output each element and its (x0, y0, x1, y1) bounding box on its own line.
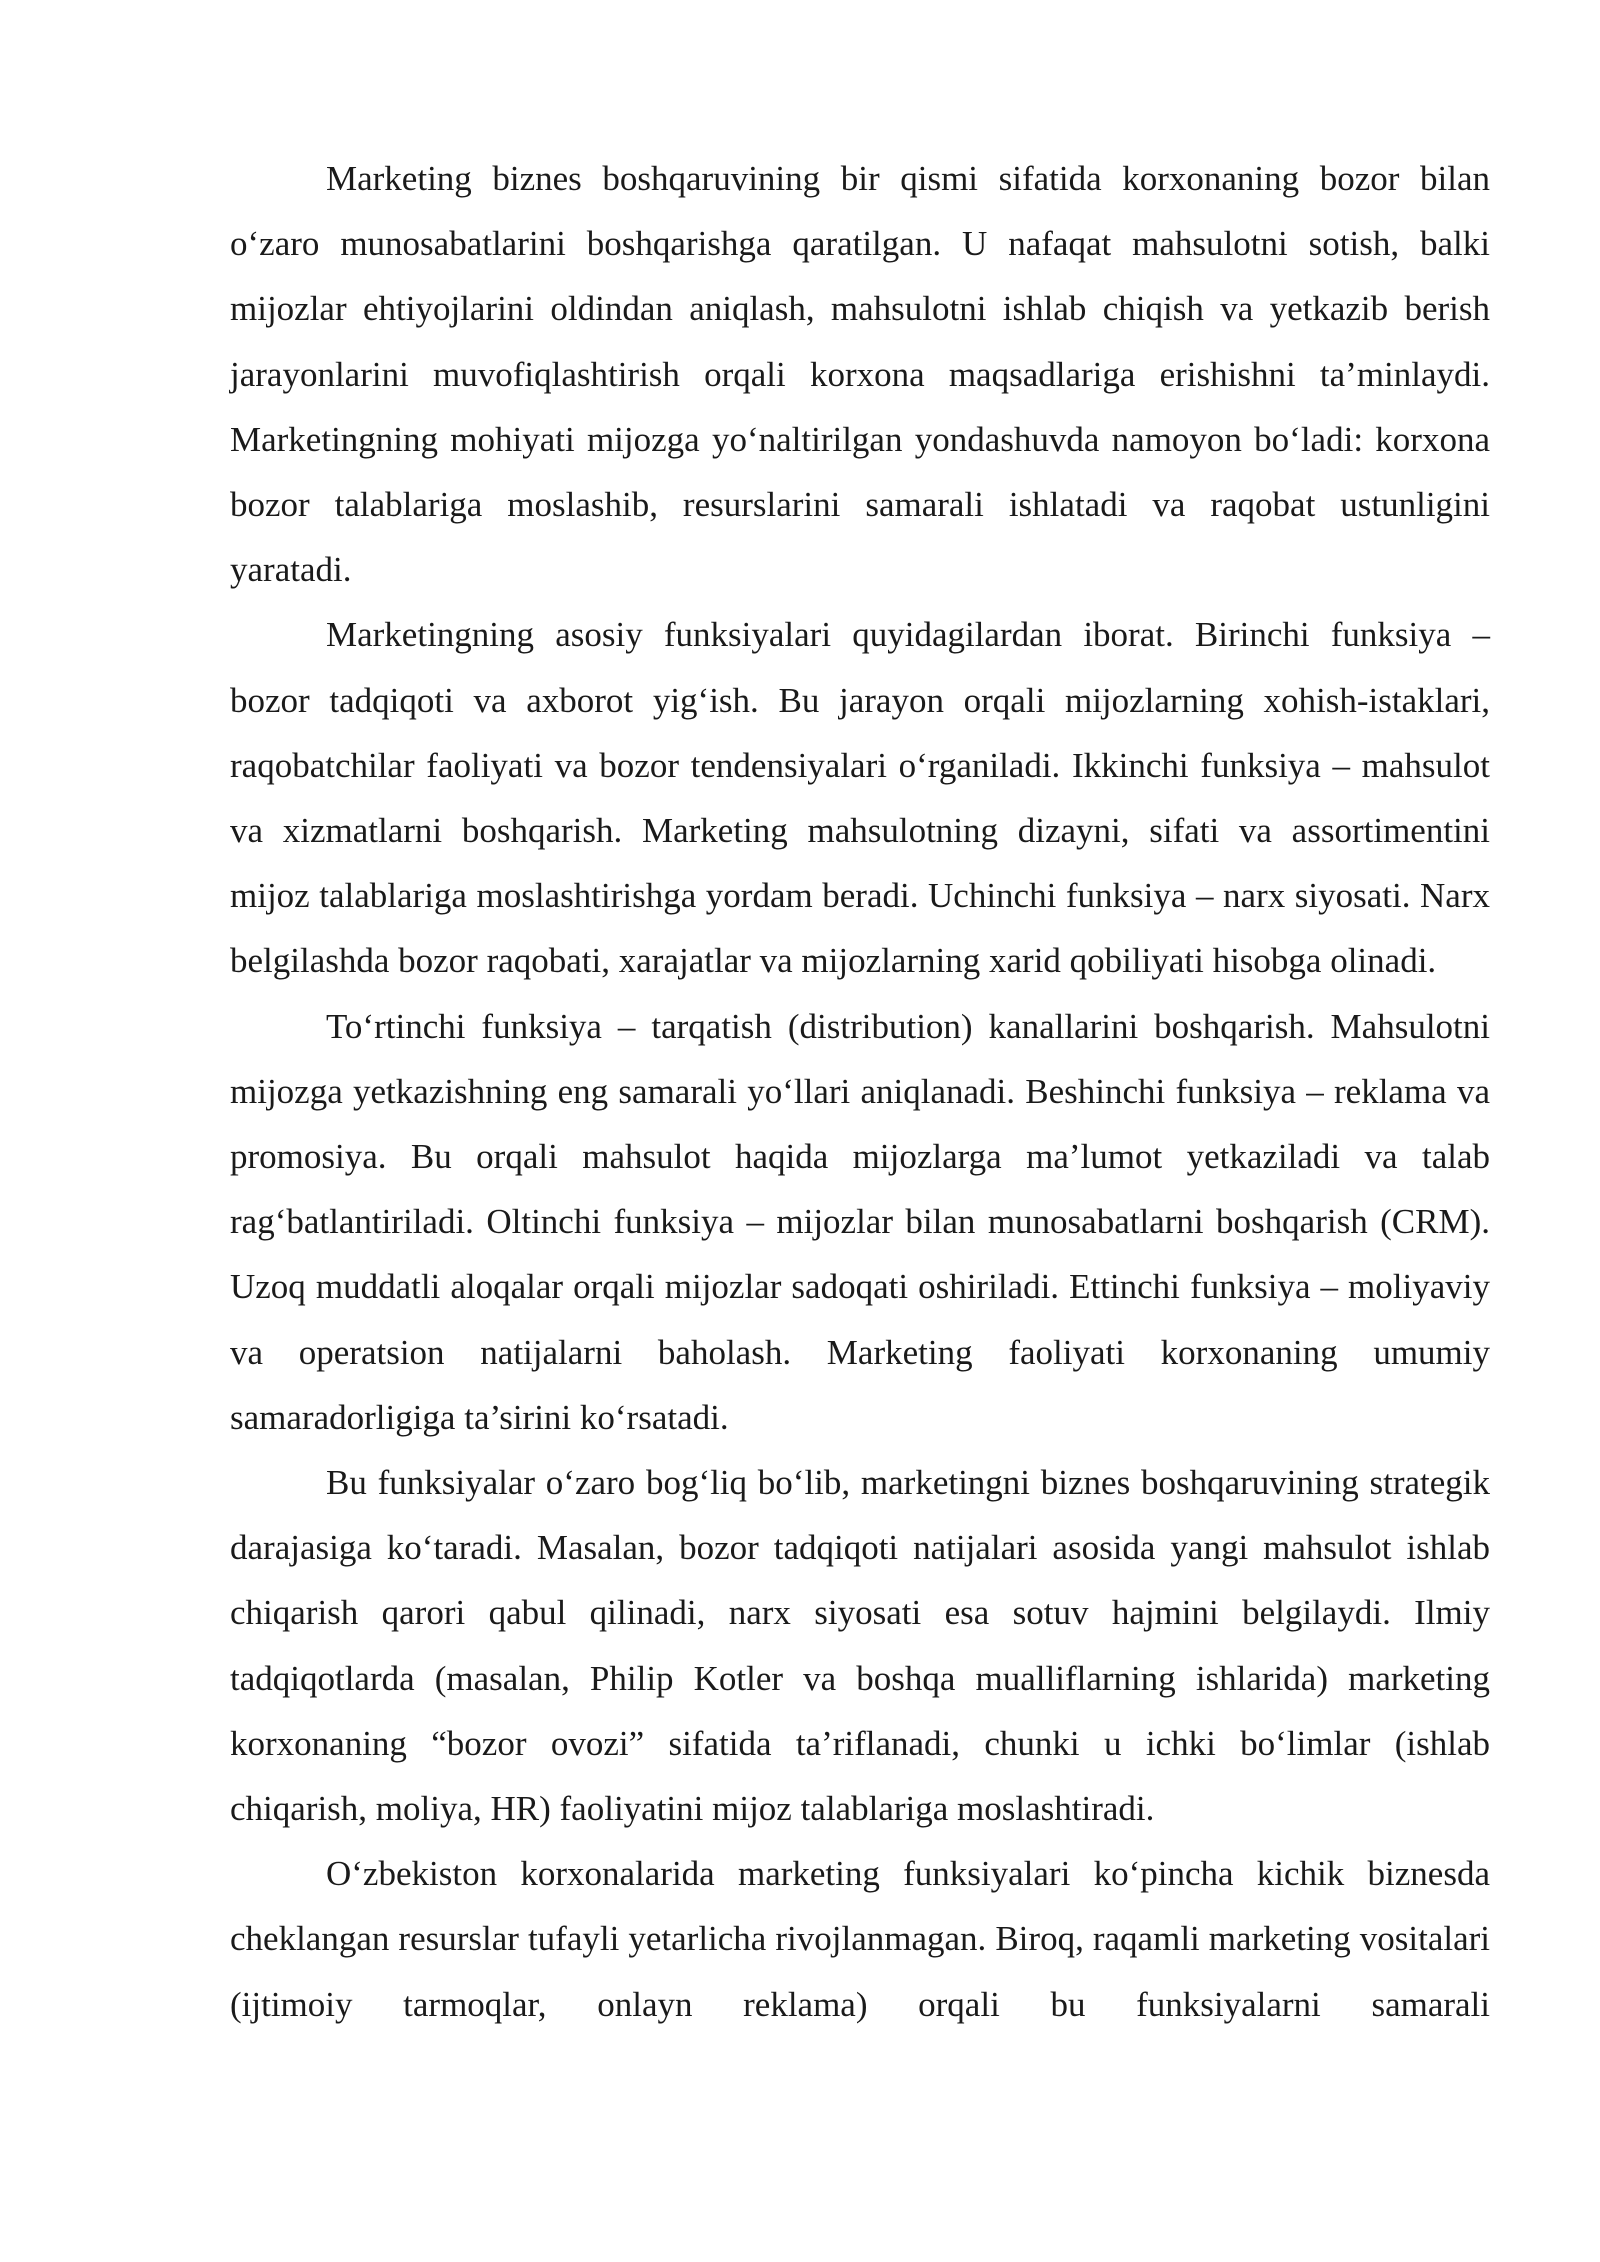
document-body (230, 146, 1490, 2037)
paragraph-4: Bu funksiyalar o‘zaro bog‘liq bo‘lib, marketingni biznes boshqaruvining strategik darajasiga ko‘taradi. Masalan, bozor tadqiqoti natijalari asosida yangi mahsulot ishlab chiqarish qarori qabul qilinadi, narx siyosati esa sotuv hajmini belgilaydi. Ilmiy tadqiqotlarda (masalan, Philip Kotler va boshqa mualliflarning ishlarida) marketing korxonaning “bozor ovozi” sifatida ta’riflanadi, chunki u ichki bo‘limlar (ishlab chiqarish, moliya, HR) faoliyatini mijoz talablariga moslashtiradi. (230, 1463, 1490, 1829)
paragraph-1: Marketing biznes boshqaruvining bir qismi sifatida korxonaning bozor bilan o‘zaro munosabatlarini boshqarishga qaratilgan. U nafaqat mahsulotni sotish, balki mijozlar ehtiyojlarini oldindan aniqlash, mahsulotni ishlab chiqish va yetkazib berish jarayonlarini muvofiqlashtirish orqali korxona maqsadlariga erishishni ta’minlaydi. Marketingning mohiyati mijozga yo‘naltirilgan yondashuvda namoyon bo‘ladi: korxona bozor talablariga moslashib, resurslarini samarali ishlatadi va raqobat ustunligini yaratadi. (230, 159, 1490, 590)
paragraph-5: O‘zbekiston korxonalarida marketing funksiyalari ko‘pincha kichik biznesda cheklangan resurslar tufayli yetarlicha rivojlanmagan. Biroq, raqamli marketing vositalari (ijtimoiy tarmoqlar, onlayn reklama) orqali bu funksiyalarni samarali (230, 1854, 1490, 2024)
paragraph-2: Marketingning asosiy funksiyalari quyidagilardan iborat. Birinchi funksiya – bozor tadqiqoti va axborot yig‘ish. Bu jarayon orqali mijozlarning xohish-istaklari, raqobatchilar faoliyati va bozor tendensiyalari o‘rganiladi. Ikkinchi funksiya – mahsulot va xizmatlarni boshqarish. Marketing mahsulotning dizayni, sifati va assortimentini mijoz talablariga moslashtirishga yordam beradi. Uchinchi funksiya – narx siyosati. Narx belgilashda bozor raqobati, xarajatlar va mijozlarning xarid qobiliyati hisobga olinadi. (230, 615, 1490, 981)
paragraph-3: To‘rtinchi funksiya – tarqatish (distribution) kanallarini boshqarish. Mahsulotni mijozga yetkazishning eng samarali yo‘llari aniqlanadi. Beshinchi funksiya – reklama va promosiya. Bu orqali mahsulot haqida mijozlarga ma’lumot yetkaziladi va talab rag‘batlantiriladi. Oltinchi funksiya – mijozlar bilan munosabatlarni boshqarish (CRM). Uzoq muddatli aloqalar orqali mijozlar sadoqati oshiriladi. Ettinchi funksiya – moliyaviy va operatsion natijalarni baholash. Marketing faoliyati korxonaning umumiy samaradorligiga ta’sirini ko‘rsatadi. (230, 1006, 1490, 1437)
